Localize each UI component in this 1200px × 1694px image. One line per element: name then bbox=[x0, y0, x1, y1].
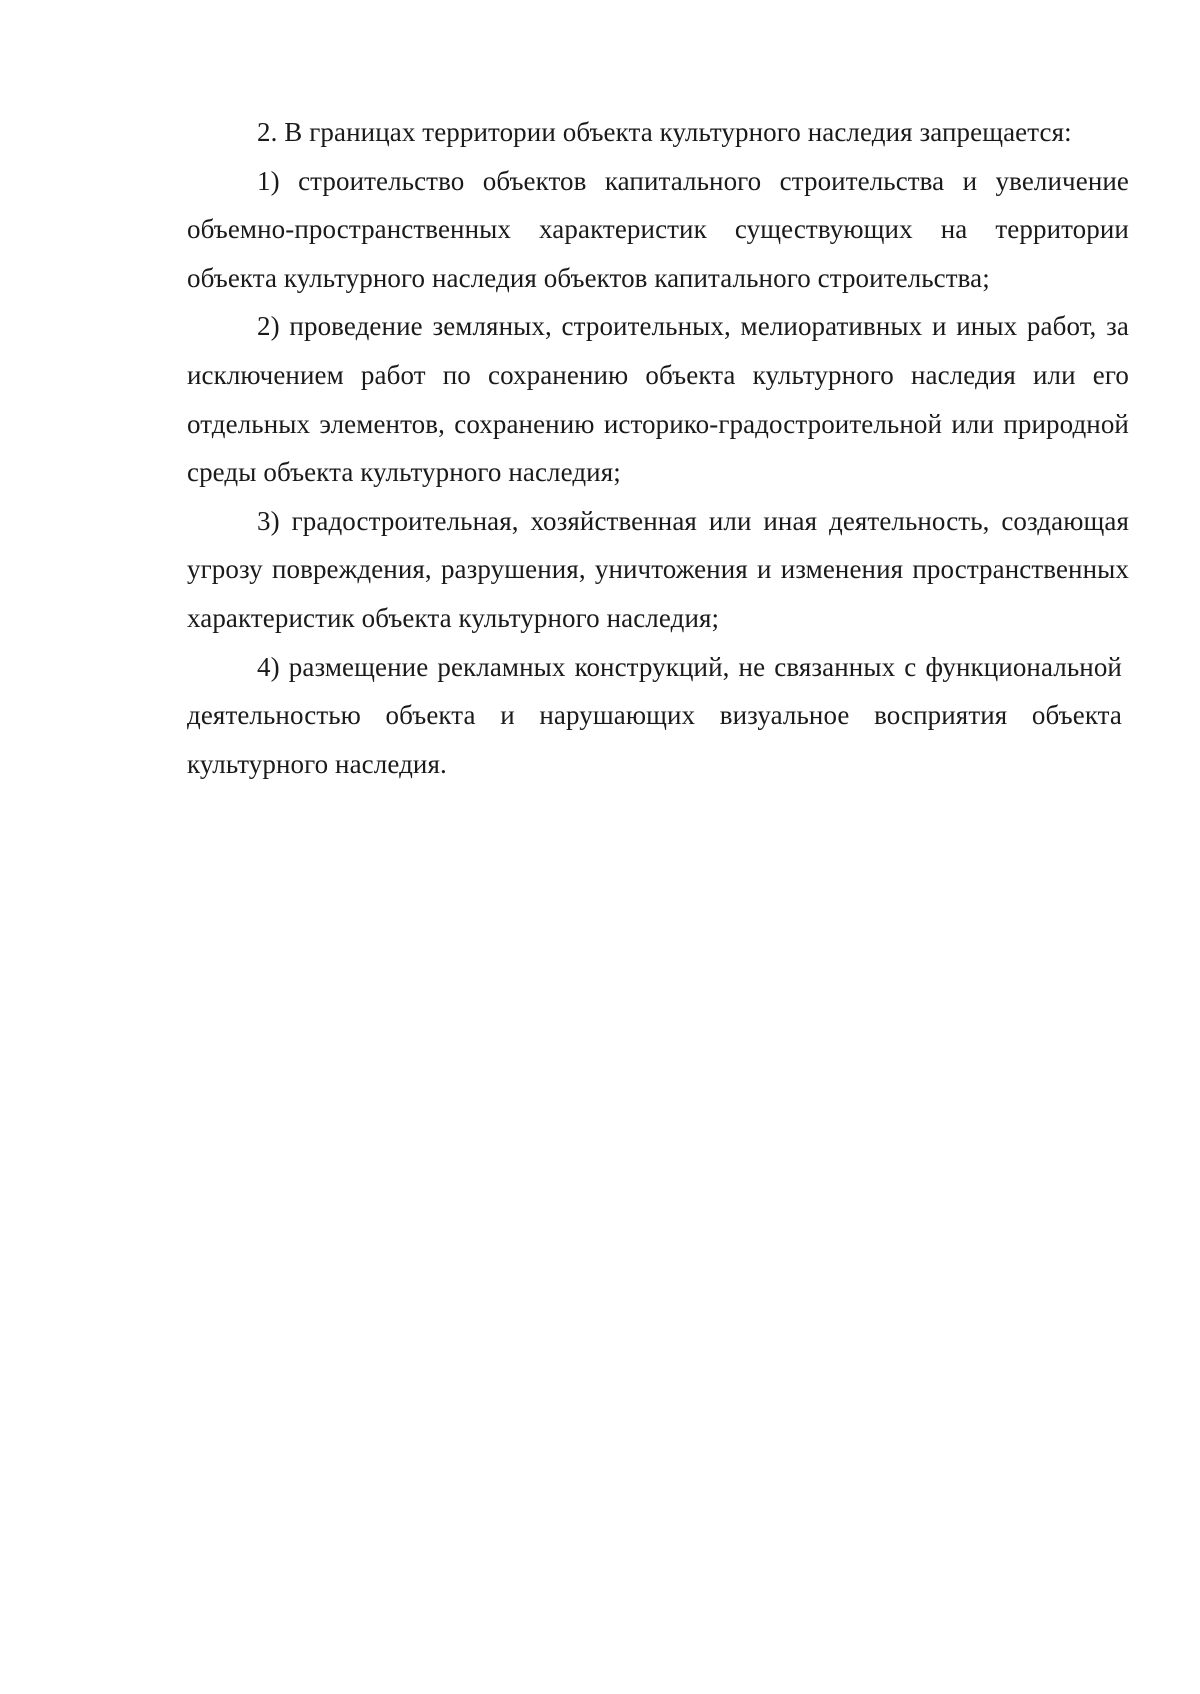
prohibition-heading: 2. В границах территории объекта культурного наследия запрещается: bbox=[257, 117, 1072, 147]
prohibition-item-1: 1) строительство объектов капитального строительства и увеличение объемно-пространственных характеристик существующих на территории объекта культурного наследия объектов капитального строительства; bbox=[187, 165, 1129, 293]
prohibition-item-3: 3) градостроительная, хозяйственная или иная деятельность, создающая угрозу повреждения, разрушения, уничтожения и изменения пространственных характеристик объекта культурного наследия; bbox=[187, 505, 1129, 633]
prohibition-item-4: 4) размещение рекламных конструкций, не связанных с функциональной деятельностью объекта и нарушающих визуальное восприятия объекта культурного наследия. bbox=[187, 651, 1122, 779]
document-body bbox=[187, 108, 1129, 788]
prohibition-item-2: 2) проведение земляных, строительных, мелиоративных и иных работ, за исключением работ по сохранению объекта культурного наследия или его отдельных элементов, сохранению историко-градостроительной или природной среды объекта культурного наследия; bbox=[187, 311, 1129, 488]
